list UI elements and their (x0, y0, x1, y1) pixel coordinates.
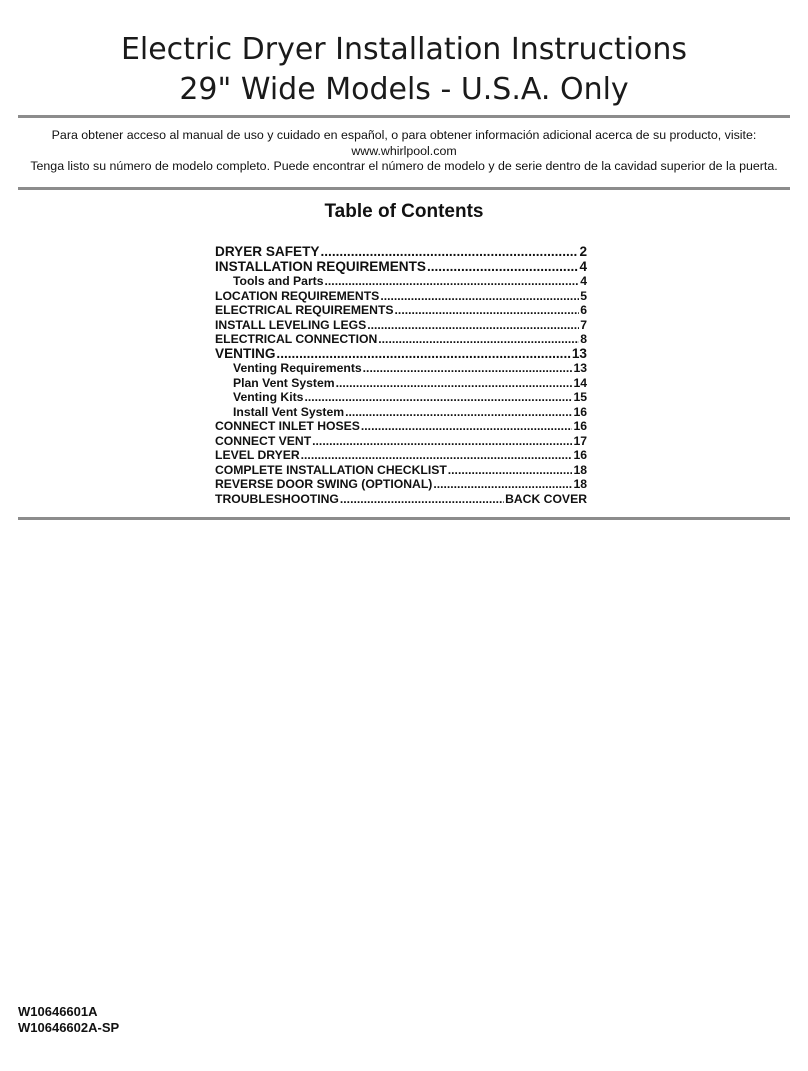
toc-entry-page: 17 (573, 433, 587, 448)
toc-entry-page: 4 (580, 274, 587, 288)
title-line-2: 29" Wide Models - U.S.A. Only (179, 72, 629, 107)
toc-leader-dots (361, 419, 573, 434)
toc-entry-page: 5 (580, 288, 587, 303)
toc-heading: Table of Contents (324, 201, 484, 222)
toc-entry-page: 16 (573, 404, 587, 419)
divider-top (18, 115, 790, 118)
toc-entry-page: 7 (580, 317, 587, 332)
toc-entry-install-vent-system[interactable] (215, 405, 587, 420)
toc-entry-level-dryer[interactable] (215, 448, 587, 463)
divider-middle (18, 187, 790, 190)
toc-leader-dots (380, 289, 579, 304)
toc-entry-page: 14 (573, 375, 587, 390)
intro-text (0, 128, 808, 175)
toc-entry-page: 8 (580, 332, 587, 346)
toc-entry-installation-requirements[interactable] (215, 260, 587, 275)
toc-entry-electrical-requirements[interactable] (215, 303, 587, 318)
toc-leader-dots (378, 332, 579, 347)
divider-bottom (18, 517, 790, 520)
toc-entry-reverse-door-swing[interactable] (215, 477, 587, 492)
toc-entry-label: ELECTRICAL CONNECTION (215, 332, 378, 346)
part-number-spanish: W10646602A-SP (18, 1020, 120, 1035)
toc-entry-label: REVERSE DOOR SWING (OPTIONAL) (215, 477, 433, 491)
toc-entry-label: LEVEL DRYER (215, 448, 300, 462)
toc-leader-dots (448, 463, 573, 478)
toc-entry-venting[interactable] (215, 347, 587, 362)
toc-entry-connect-inlet-hoses[interactable] (215, 419, 587, 434)
toc-leader-dots (367, 318, 579, 333)
part-number-english: W10646601A (18, 1004, 98, 1019)
toc-leader-dots (427, 260, 578, 275)
title-line-1: Electric Dryer Installation Instructions (120, 32, 688, 67)
toc-entry-label: CONNECT INLET HOSES (215, 419, 360, 433)
toc-entry-connect-vent[interactable] (215, 434, 587, 449)
toc-entry-page: 18 (573, 462, 587, 477)
toc-entry-page: 16 (573, 419, 587, 433)
toc-entry-page: 18 (573, 477, 587, 491)
intro-url: www.whirlpool.com (351, 143, 457, 158)
toc-leader-dots (363, 361, 573, 376)
toc-entry-label: INSTALL LEVELING LEGS (215, 317, 367, 332)
toc-entry-install-leveling-legs[interactable] (215, 318, 587, 333)
toc-entry-location-requirements[interactable] (215, 289, 587, 304)
toc-entry-troubleshooting[interactable] (215, 492, 587, 507)
toc-entry-label: COMPLETE INSTALLATION CHECKLIST (215, 462, 447, 477)
table-of-contents (215, 245, 587, 506)
toc-entry-label: Tools and Parts (233, 274, 324, 288)
toc-leader-dots (395, 303, 580, 318)
part-numbers (18, 1004, 119, 1036)
toc-entry-label: Install Vent System (233, 404, 345, 419)
toc-leader-dots (433, 477, 572, 492)
toc-leader-dots (301, 448, 573, 463)
toc-entry-venting-kits[interactable] (215, 390, 587, 405)
toc-leader-dots (312, 434, 572, 449)
toc-entry-page: 6 (580, 303, 587, 317)
toc-entry-page: BACK COVER (505, 491, 587, 506)
toc-entry-tools-and-parts[interactable] (215, 274, 587, 289)
toc-entry-label: INSTALLATION REQUIREMENTS (215, 258, 426, 274)
toc-leader-dots (345, 405, 572, 420)
toc-entry-label: ELECTRICAL REQUIREMENTS (215, 303, 394, 317)
toc-entry-venting-requirements[interactable] (215, 361, 587, 376)
toc-entry-plan-vent-system[interactable] (215, 376, 587, 391)
toc-entry-page: 2 (579, 244, 587, 259)
toc-entry-page: 16 (573, 448, 587, 462)
toc-leader-dots (340, 492, 504, 507)
toc-leader-dots (336, 376, 573, 391)
toc-entry-label: DRYER SAFETY (215, 244, 320, 259)
toc-entry-label: Venting Requirements (233, 361, 362, 375)
toc-leader-dots (276, 347, 570, 362)
toc-leader-dots (320, 245, 578, 260)
intro-line-1: Para obtener acceso al manual de uso y cuidado en español, o para obtener información adicional acerca de su producto, visite: (51, 128, 757, 142)
toc-entry-label: CONNECT VENT (215, 433, 312, 448)
document-title (0, 30, 808, 110)
toc-entry-label: LOCATION REQUIREMENTS (215, 288, 380, 303)
toc-leader-dots (304, 390, 572, 405)
toc-entry-complete-installation-checklist[interactable] (215, 463, 587, 478)
intro-line-3: Tenga listo su número de modelo completo. Puede encontrar el número de modelo y de serie dentro de la cavidad superior de la puerta. (30, 159, 778, 173)
toc-entry-page: 13 (573, 361, 587, 375)
toc-entry-page: 13 (571, 345, 587, 361)
toc-entry-page: 15 (573, 390, 587, 404)
toc-entry-label: TROUBLESHOOTING (215, 491, 339, 506)
toc-entry-dryer-safety[interactable] (215, 245, 587, 260)
toc-entry-label: VENTING (215, 345, 276, 361)
toc-entry-electrical-connection[interactable] (215, 332, 587, 347)
toc-entry-label: Plan Vent System (233, 375, 335, 390)
toc-leader-dots (325, 274, 580, 289)
toc-entry-page: 4 (579, 258, 587, 274)
toc-entry-label: Venting Kits (233, 390, 304, 404)
